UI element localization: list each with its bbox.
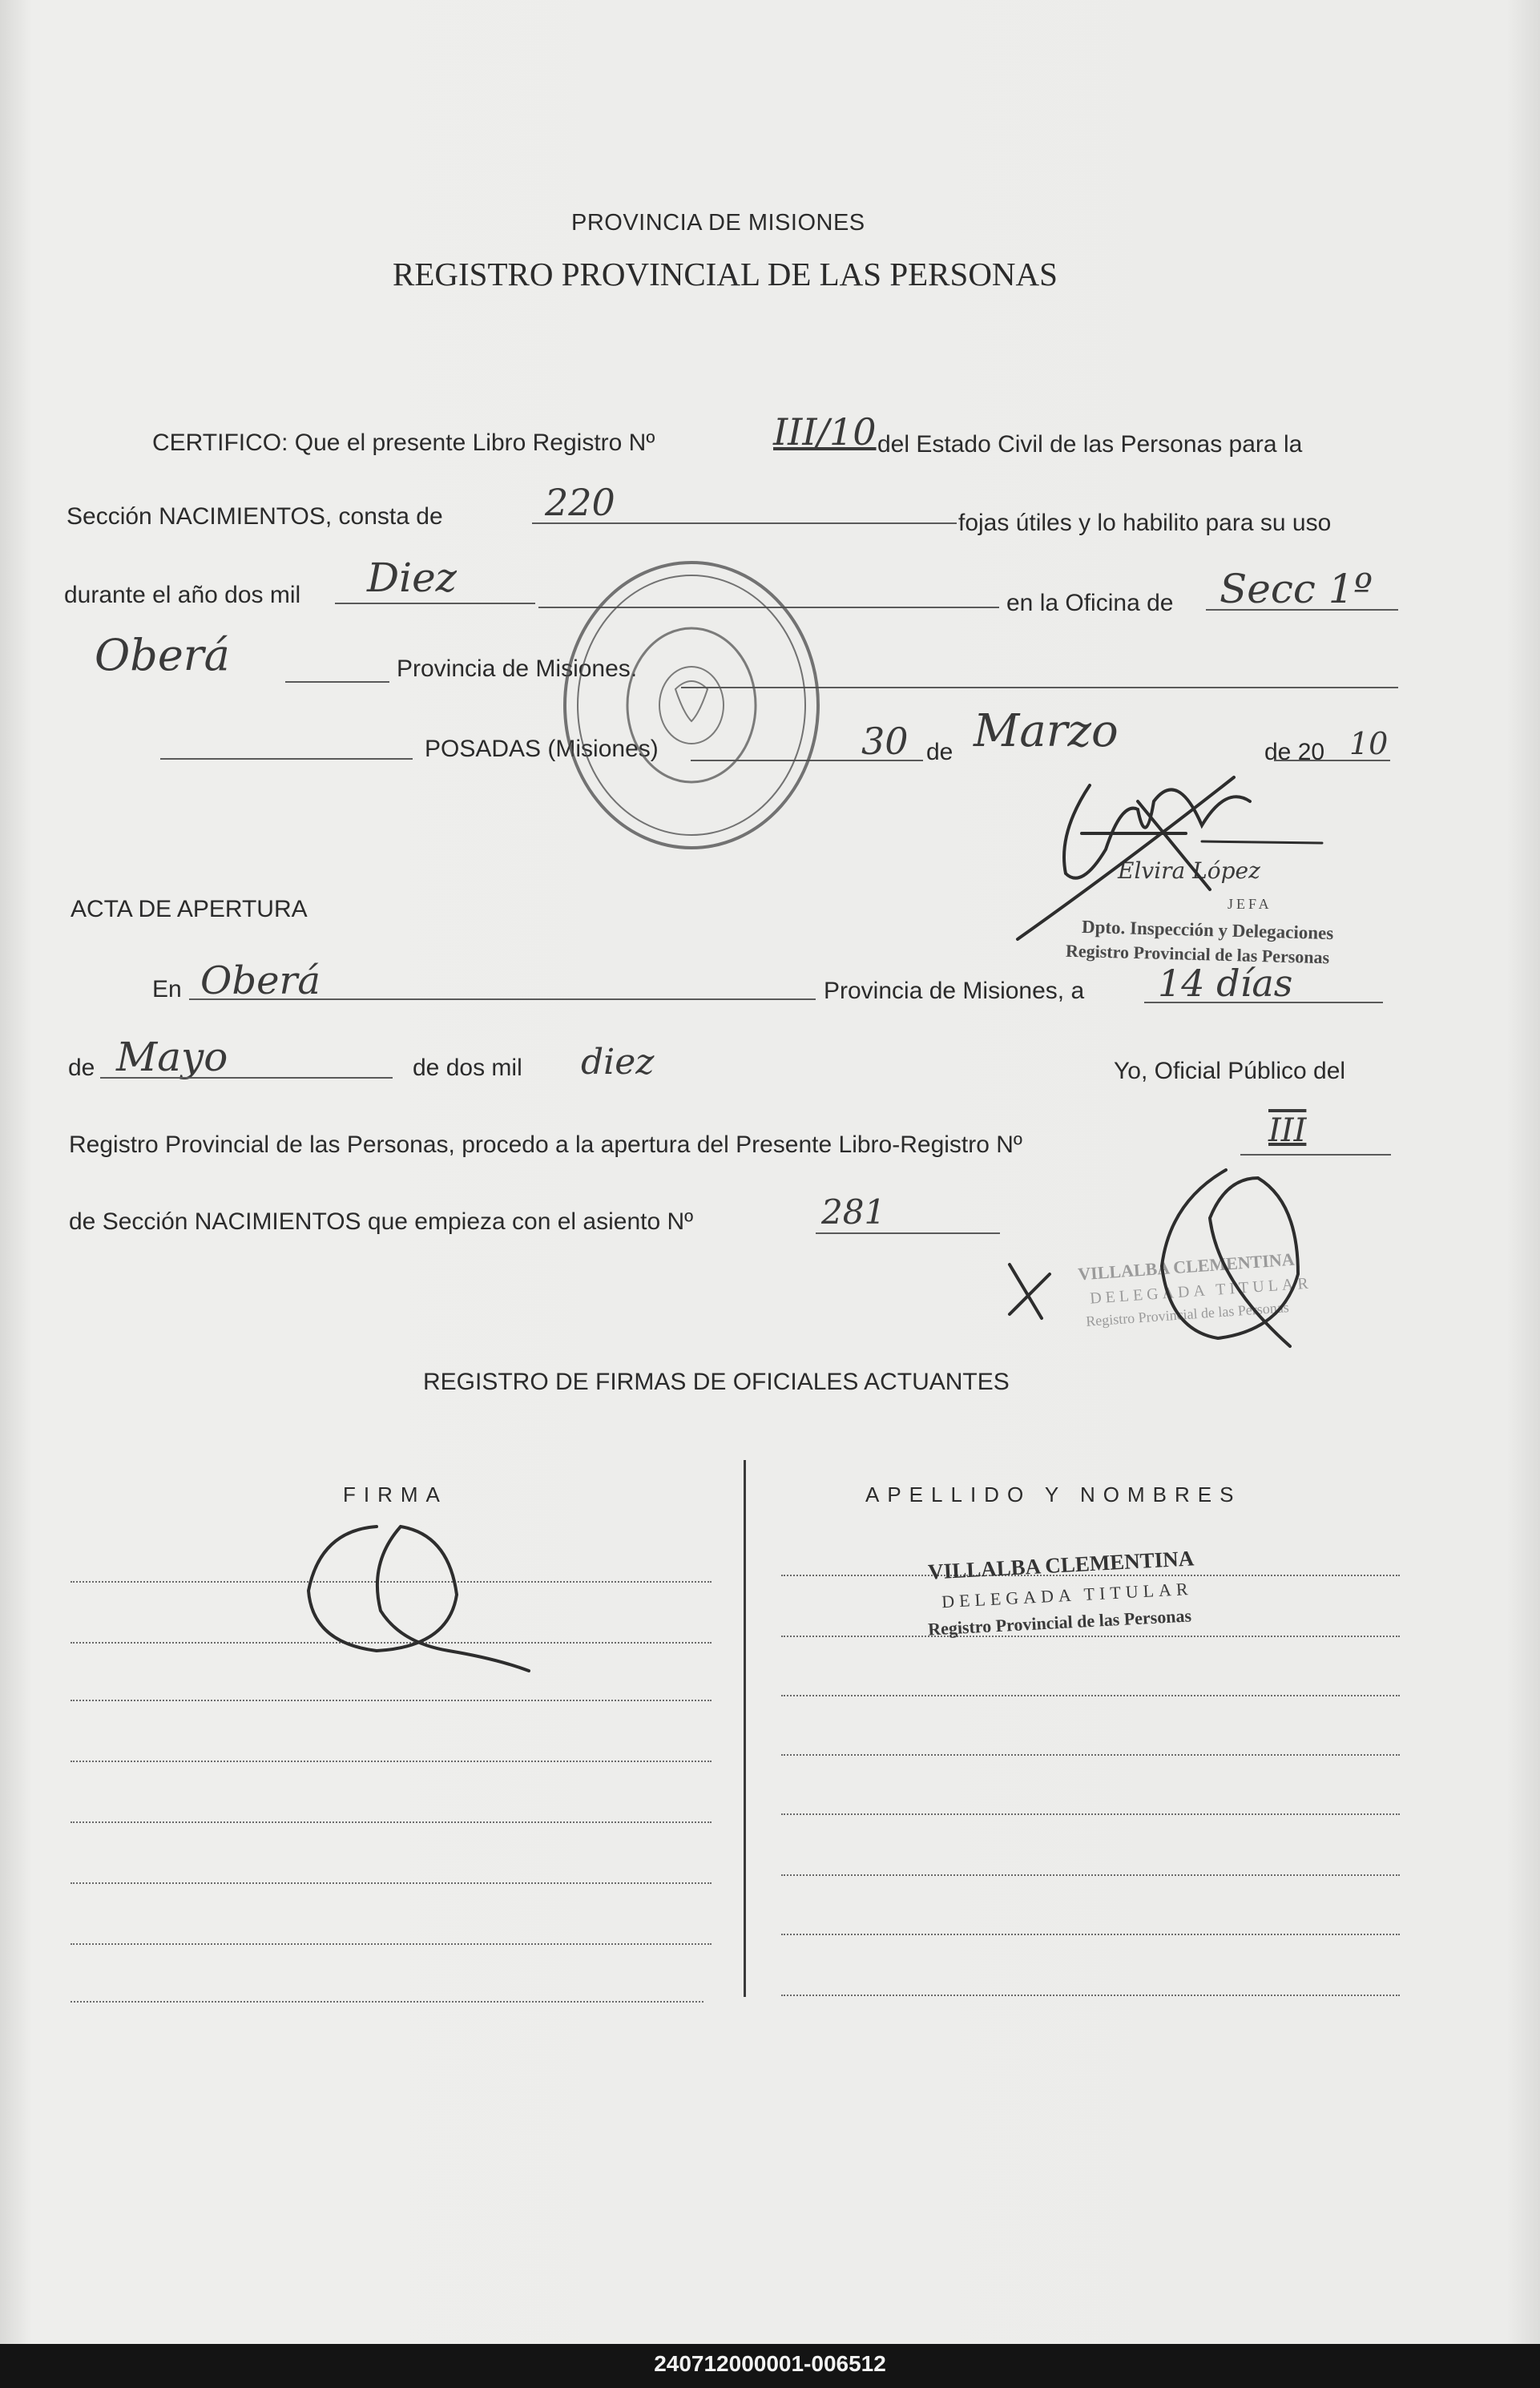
col-firma: FIRMA: [343, 1482, 448, 1507]
faded-stamp-role: DELEGADA TITULAR: [1089, 1274, 1313, 1308]
delegate-stamp-registry: Registro Provincial de las Personas: [927, 1605, 1192, 1640]
month-handwritten: Marzo: [974, 705, 1119, 757]
folios-handwritten: 220: [545, 481, 615, 524]
signatures-heading: REGISTRO DE FIRMAS DE OFICIALES ACTUANTES: [423, 1369, 1010, 1395]
year-suffix-handwritten: 10: [1349, 726, 1389, 761]
cert-line3-prefix: durante el año dos mil: [64, 582, 301, 608]
opening-section-line: de Sección NACIMIENTOS que empieza con el asiento Nº: [69, 1208, 694, 1235]
faded-stamp-name: VILLALBA CLEMENTINA: [1077, 1248, 1296, 1285]
opening-signature: [1010, 1170, 1298, 1346]
round-official-seal: [565, 563, 818, 848]
cert-line3-mid: en la Oficina de: [1006, 590, 1174, 616]
day-handwritten: 30: [861, 720, 909, 763]
cert-line1-suffix: del Estado Civil de las Personas para la: [877, 431, 1303, 458]
faded-stamp-registry: Registro Provincial de las Personas: [1085, 1299, 1290, 1329]
cert-line2-prefix: Sección NACIMIENTOS, consta de: [67, 503, 443, 530]
certifier-registry: Registro Provincial de las Personas: [1065, 940, 1330, 968]
opening-month-handwritten: Mayo: [116, 1034, 228, 1080]
certifier-signature: [1018, 777, 1322, 939]
opening-place-handwritten: Oberá: [200, 958, 321, 1003]
opening-de: de: [68, 1055, 95, 1081]
de-label: de: [926, 739, 953, 765]
opening-en: En: [152, 976, 182, 1002]
office-handwritten: Secc 1º: [1220, 566, 1373, 612]
registry-title: REGISTRO PROVINCIAL DE LAS PERSONAS: [393, 256, 1058, 292]
document-id: 240712000001-006512: [654, 2351, 886, 2376]
opening-registry-line: Registro Provincial de las Personas, procedo a la apertura del Presente Libro-Registro Nº: [69, 1131, 1022, 1158]
cert-line4-suffix: Provincia de Misiones.: [397, 655, 638, 682]
opening-book-handwritten: III: [1268, 1112, 1307, 1149]
opening-heading: ACTA DE APERTURA: [71, 896, 308, 922]
opening-province: Provincia de Misiones, a: [824, 978, 1085, 1004]
opening-year-handwritten: diez: [581, 1042, 655, 1083]
certifier-role: JEFA: [1228, 896, 1272, 912]
delegate-stamp-name: VILLALBA CLEMENTINA: [927, 1546, 1195, 1584]
opening-entry-handwritten: 281: [821, 1192, 886, 1232]
opening-official: Yo, Oficial Público del: [1114, 1058, 1346, 1084]
firma-signature: [308, 1527, 529, 1671]
certifier-dept: Dpto. Inspección y Delegaciones: [1081, 916, 1334, 944]
cert-line2-suffix: fojas útiles y lo habilito para su uso: [958, 510, 1332, 536]
certifier-name: Elvira López: [1118, 857, 1260, 884]
cert-line1-prefix: CERTIFICO: Que el presente Libro Registro Nº: [152, 430, 655, 456]
province-title: PROVINCIA DE MISIONES: [571, 210, 865, 236]
city-label: POSADAS (Misiones): [425, 736, 659, 762]
col-names: APELLIDO Y NOMBRES: [865, 1482, 1242, 1507]
opening-days-handwritten: 14 días: [1158, 962, 1293, 1005]
opening-de-dos-mil: de dos mil: [413, 1055, 522, 1081]
year-prefix: de 20: [1264, 739, 1325, 765]
place-handwritten: Oberá: [95, 630, 230, 680]
book-number-handwritten: III/10: [773, 410, 877, 454]
delegate-stamp-role: DELEGADA TITULAR: [941, 1578, 1194, 1612]
year-words-handwritten: Diez: [367, 555, 458, 601]
